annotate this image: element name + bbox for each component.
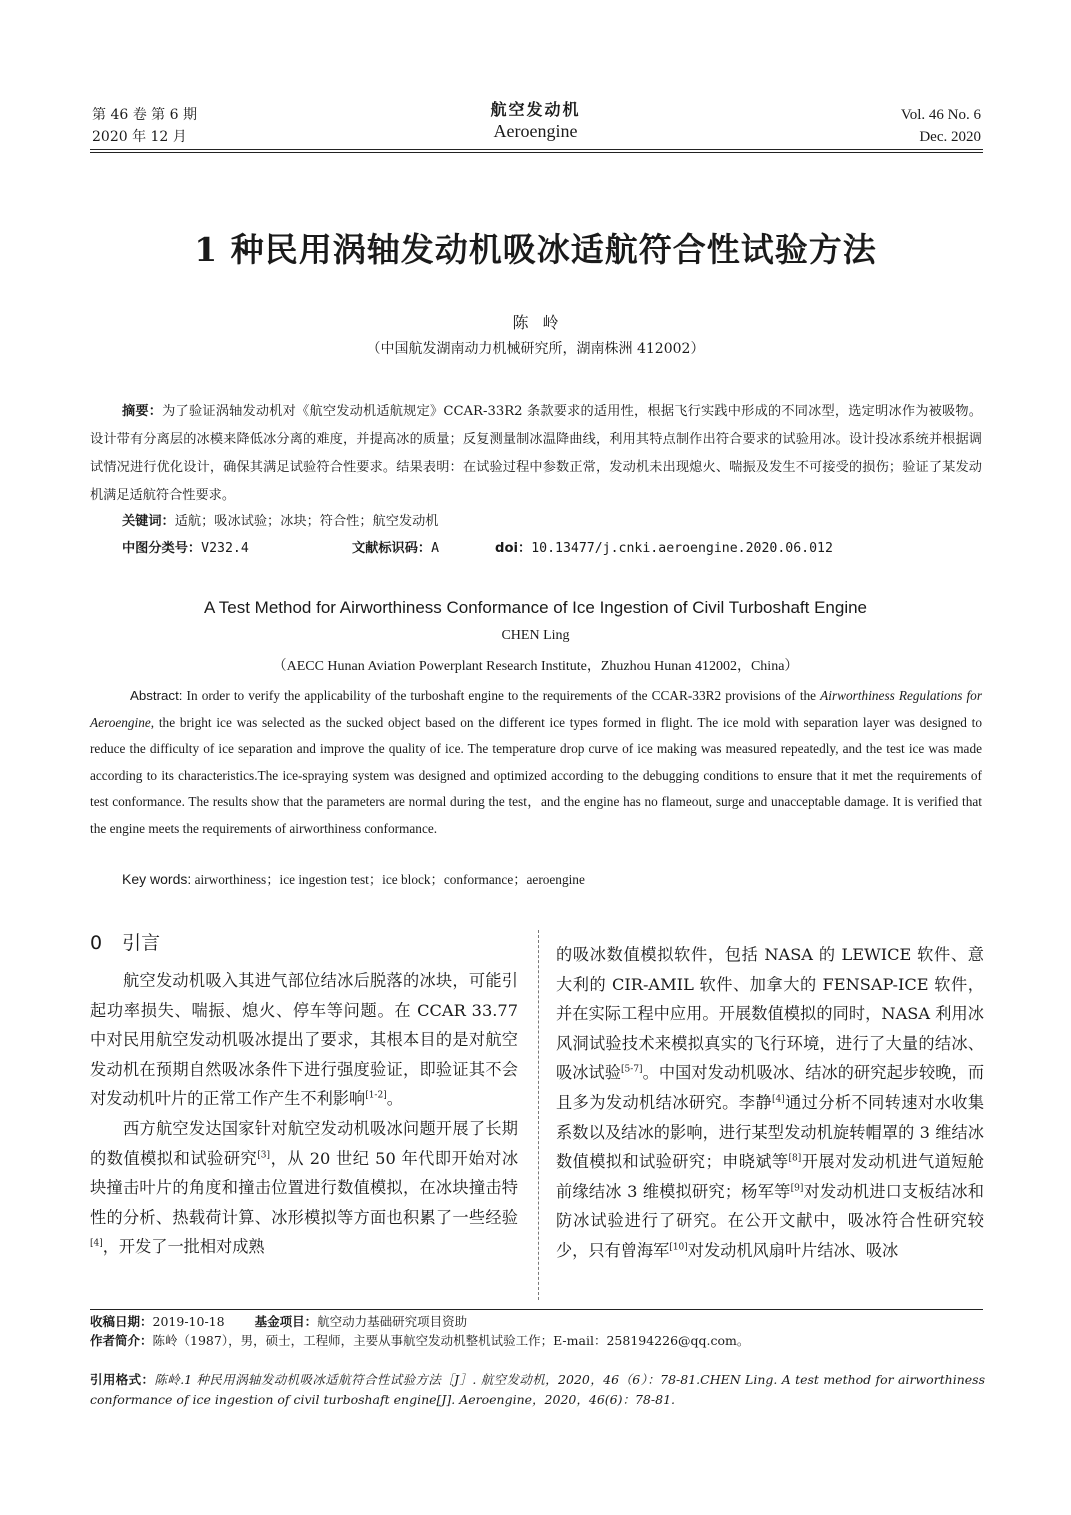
paragraph-text: 通过分析不同转速对水收集系数以及结冰的影响，进行某型发动机旋转帽罩的 3 维结冰数值模拟和试验研究；申晓斌等 (556, 1092, 985, 1172)
abstract-cn (90, 398, 982, 510)
bio-label: 作者简介： (90, 1333, 153, 1348)
abstract-text-en-a: In order to verify the applicability of the turboshaft engine to the requirements of the CCAR-33R2 provisions of the (182, 688, 821, 703)
doc-code-value: A (431, 541, 440, 556)
keywords-text-en: airworthiness；ice ingestion test；ice block；conformance；aeroengine (191, 872, 585, 887)
document-code (352, 537, 439, 561)
bio-value: 陈岭（1987），男，硕士，工程师，主要从事航空发动机整机试验工作；E-mail：258194226@qq.com。 (152, 1333, 750, 1348)
date-cn: 2020 年 12 月 (92, 129, 187, 145)
cite-label: 引用格式： (90, 1372, 155, 1387)
body-paragraph-2 (90, 1114, 518, 1262)
citation-format (90, 1370, 985, 1410)
body-paragraph-1 (90, 966, 518, 1114)
journal-issue-en (901, 104, 981, 148)
received-value: 2019-10-18 (152, 1314, 225, 1329)
abstract-label-cn: 摘要： (122, 404, 163, 419)
abstract-text-en-b: , the bright ice was selected as the sucked object based on the different ice types formed in flight. The ice mold with separation layer was designed to reduce the difficulty of ice separation and improve the quality of ice. The temperature drop curve of ice making was measured repeatedly, and the test ice was made according to its characteristics.The ice-spraying system was designed and optimized according to the debugging conditions to ensure that it met the requirements of test conformance. The results show that the parameters are normal during the test，and the engine has no flameout, surge and unacceptable damage. It is verified that the engine meets the requirements of airworthiness conformance. (90, 714, 982, 836)
article-title-cn: 1 种民用涡轴发动机吸冰适航符合性试验方法 (194, 230, 877, 269)
doi-value[interactable]: 10.13477/j.cnki.aeroengine.2020.06.012 (531, 541, 833, 556)
clc-value: V232.4 (201, 541, 249, 556)
keywords-cn (122, 510, 439, 534)
section-number: 0 (90, 932, 103, 954)
citation-ref[interactable]: [8] (788, 1153, 802, 1164)
abstract-text-en-italic: Airworthiness Regulations for Aeroengine (90, 688, 982, 730)
keywords-label-en: Key words: (122, 871, 192, 887)
doi (495, 537, 833, 561)
citation-ref[interactable]: [9] (790, 1183, 804, 1194)
body-column-right (556, 940, 984, 1266)
citation-ref[interactable]: [10] (669, 1242, 688, 1253)
footer-rule (90, 1309, 983, 1310)
header-rule-thick (90, 149, 983, 150)
clc-code (122, 537, 249, 561)
body-column-left (90, 928, 518, 1262)
section-heading (90, 928, 518, 958)
section-title: 引言 (122, 932, 161, 954)
paragraph-text: 开展对发动机进气道短舱前缘结冰 3 维模拟研究；杨军等 (556, 1152, 985, 1201)
keywords-en (122, 868, 585, 891)
footer-received-fund (90, 1312, 467, 1332)
date-en: Dec. 2020 (919, 129, 981, 145)
doc-code-label: 文献标识码： (352, 541, 432, 556)
journal-name-en: Aeroengine (493, 121, 578, 141)
fund-label: 基金项目： (254, 1314, 318, 1329)
paragraph-text: 对发动机风扇叶片结冰、吸冰 (687, 1240, 899, 1260)
column-divider (538, 930, 539, 1300)
paragraph-text: 。中国对发动机吸冰、结冰的研究起步较晚，而且多为发动机结冰研究。李静 (556, 1063, 985, 1112)
paragraph-text: 对发动机进口支板结冰和防冰试验进行了研究。在公开文献中，吸冰符合性研究较少，只有曾海军 (556, 1181, 984, 1260)
affiliation-cn: （中国航发湖南动力机械研究所，湖南株洲 412002） (366, 341, 705, 357)
paragraph-text: 的吸冰数值模拟软件，包括 NASA 的 LEWICE 软件、意大利的 CIR-AMIL 软件、加拿大的 FENSAP-ICE 软件，并在实际工程中应用。开展数值模拟的同时，NASA 利用冰风洞试验技术来模拟真实的飞行环境，进行了大量的结冰、吸冰试验 (556, 945, 984, 1083)
abstract-text-cn: 为了验证涡轴发动机对《航空发动机适航规定》CCAR-33R2 条款要求的适用性，根据飞行实践中形成的不同冰型，选定明冰作为被吸物。设计带有分离层的冰模来降低冰分离的难度，并提高冰的质量；反复测量制冰温降曲线，利用其特点制作出符合要求的试验用冰。设计投冰系统并根据调试情况进行优化设计，确保其满足试验符合性要求。结果表明：在试验过程中参数正常，发动机未出现熄火、喘振及发生不可接受的损伤；验证了某发动机满足适航符合性要求。 (90, 404, 982, 503)
fund-value: 航空动力基础研究项目资助 (317, 1314, 468, 1329)
keywords-label-cn: 关键词： (122, 514, 175, 529)
body-paragraph-continued (556, 940, 984, 1266)
clc-label: 中图分类号： (122, 541, 202, 556)
affiliation-en: （AECC Hunan Aviation Powerplant Research Institute，Zhuzhou Hunan 412002，China） (272, 659, 799, 674)
doi-label: doi： (495, 541, 532, 556)
volume-en: Vol. 46 No. 6 (900, 107, 981, 123)
paragraph-text: 西方航空发达国家针对航空发动机吸冰问题开展了长期的数值模拟和试验研究 (90, 1118, 518, 1168)
paragraph-text: ，开发了一批相对成熟 (102, 1237, 265, 1257)
cite-value: 陈岭.1 种民用涡轴发动机吸冰适航符合性试验方法［J］. 航空发动机，2020，46（6）：78-81.CHEN Ling. A test method for airworthiness conformance of ice ingestion of civil turboshaft engine[J]. Aeroengine，2020，46(6)：78-81. (90, 1372, 985, 1407)
abstract-en (90, 683, 982, 843)
footer-author-bio (90, 1331, 749, 1351)
header-rule-thin (90, 152, 983, 153)
author-en: CHEN Ling (501, 628, 570, 643)
paragraph-text: 。 (386, 1089, 403, 1109)
citation-ref[interactable]: [3] (257, 1150, 271, 1161)
article-title-en: A Test Method for Airworthiness Conformance of Ice Ingestion of Civil Turboshaft Engine (203, 598, 868, 617)
citation-ref[interactable]: [4] (90, 1238, 103, 1249)
citation-ref[interactable]: [4] (771, 1094, 785, 1105)
paragraph-text: ，从 20 世纪 50 年代即开始对冰块撞击叶片的角度和撞击位置进行数值模拟，在冰块撞击特性的分析、热载荷计算、冰形模拟等方面也积累了一些经验 (90, 1148, 519, 1227)
abstract-label-en: Abstract: (130, 688, 183, 703)
journal-name-cn: 航空发动机 (490, 100, 581, 119)
author-cn: 陈岭 (512, 313, 573, 332)
volume-cn: 第 46 卷 第 6 期 (92, 107, 197, 123)
received-label: 收稿日期： (90, 1314, 153, 1329)
citation-ref[interactable]: [5-7] (621, 1064, 643, 1075)
keywords-text-cn: 适航；吸冰试验；冰块；符合性；航空发动机 (174, 514, 439, 529)
paragraph-text: 航空发动机吸入其进气部位结冰后脱落的冰块，可能引起功率损失、喘振、熄火、停车等问题。在 CCAR 33.77 中对民用航空发动机吸冰提出了要求，其根本目的是对航空发动机在预期自然吸冰条件下进行强度验证，即验证其不会对发动机叶片的正常工作产生不利影响 (90, 971, 518, 1109)
citation-ref[interactable]: [1-2] (365, 1090, 387, 1101)
